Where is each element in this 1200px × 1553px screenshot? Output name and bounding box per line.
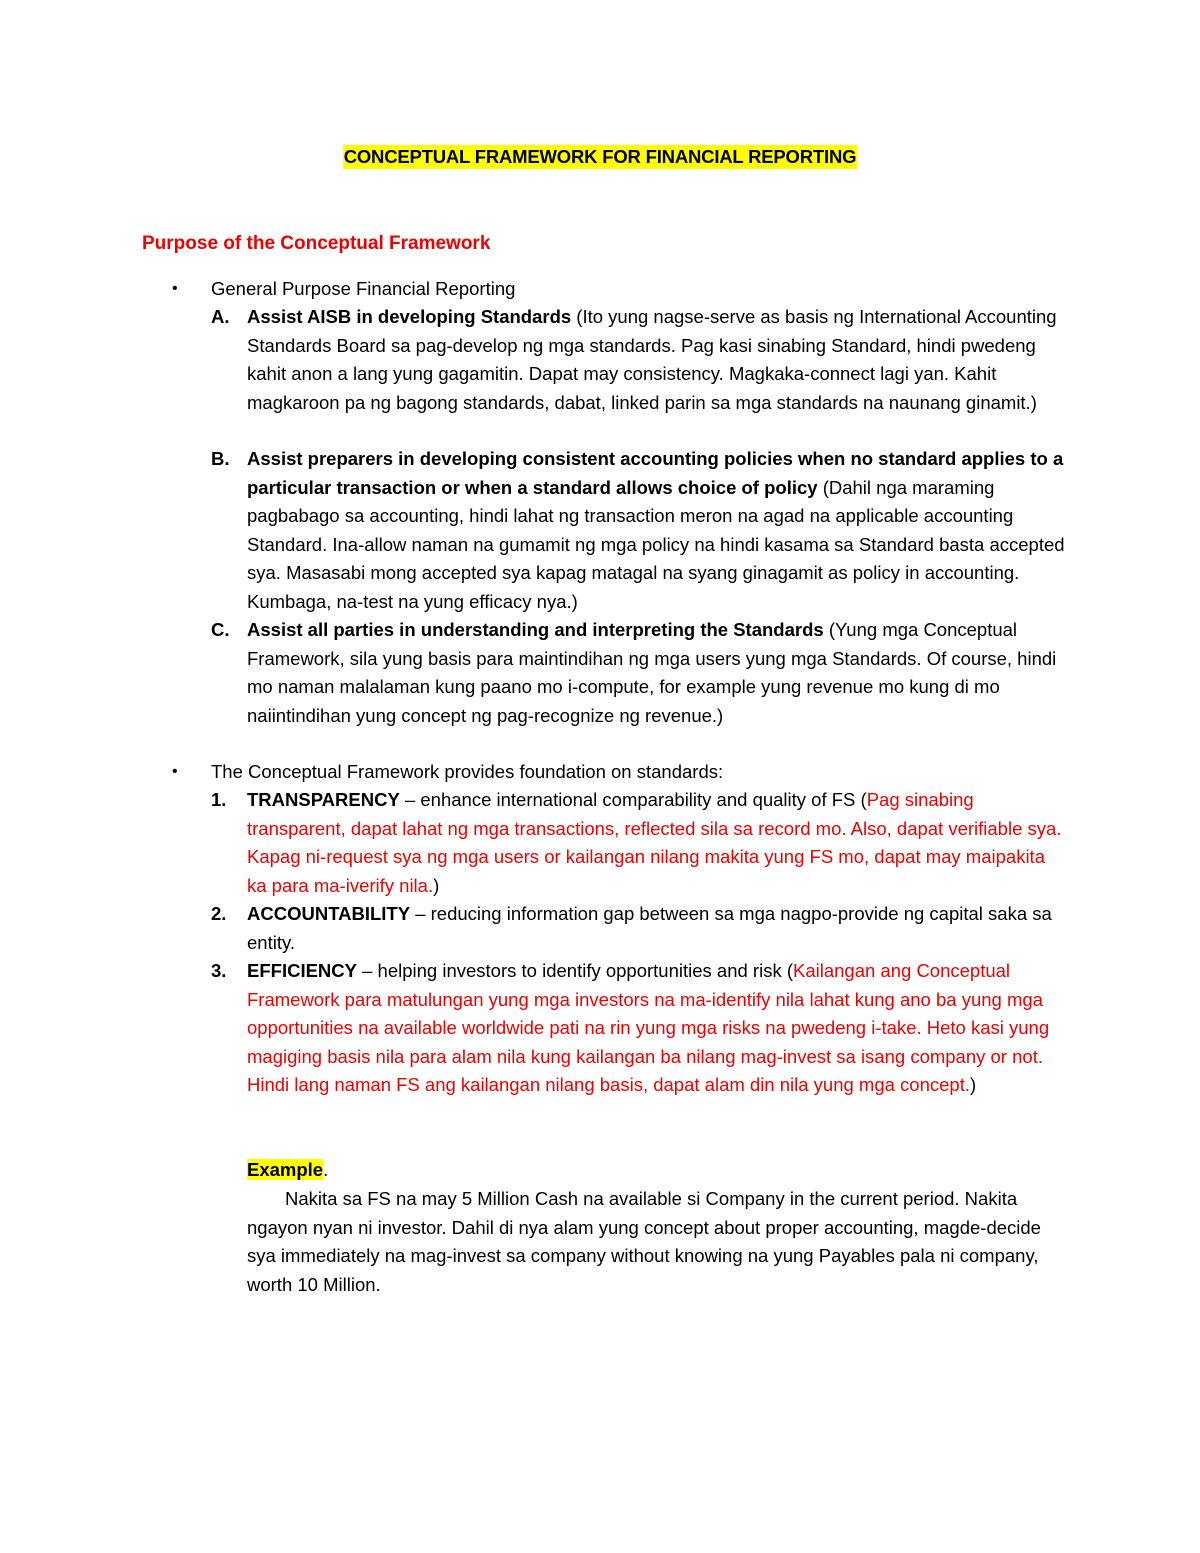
list-item-text: – enhance international comparability and quality of FS ( — [399, 789, 867, 810]
list-item-close: ) — [433, 874, 440, 896]
document-title: CONCEPTUAL FRAMEWORK FOR FINANCIAL REPORTING — [343, 146, 857, 167]
list-marker: B. — [211, 448, 230, 469]
list-marker: 1. — [211, 789, 227, 810]
bullet-label-foundation: The Conceptual Framework provides foundation on standards: — [211, 761, 724, 782]
bullet-icon: • — [172, 763, 178, 780]
list-item-text: (Ito yung nagse-serve as basis ng International Accounting Standards Board sa pag-develop ng mga standards. Pag kasi sinabing Standard, hindi pwedeng kahit anon a lang yung gagamitin. Dapat may consistency. Magkaka-connect lagi yan. Kahit magkaroon pa ng bagong standards, dabat, linked parin sa mga standards na naunang ginamit.) — [247, 306, 1057, 413]
list-marker: C. — [211, 619, 230, 640]
list-marker: 2. — [211, 903, 227, 924]
list-item-body — [247, 786, 1067, 900]
list-item-body — [247, 957, 1067, 1100]
list-item-text: – reducing information gap between sa mga nagpo-provide ng capital saka sa entity. — [247, 903, 1052, 953]
list-item-bold-text: Assist AISB in developing Standards — [247, 306, 572, 327]
bullet-label-general-purpose: General Purpose Financial Reporting — [211, 278, 516, 299]
list-item-bold-text: ACCOUNTABILITY — [247, 903, 411, 924]
list-item-bold-text: EFFICIENCY — [247, 960, 357, 981]
list-item-body — [247, 445, 1067, 616]
list-item-red-text: Pag sinabing transparent, dapat lahat ng mga transactions, reflected sila sa record mo. Also, dapat verifiable sya. Kapag ni-request sya ng mga users or kailangan nilang makita yung FS mo, dapat may maipakita ka para ma-iverify nila. — [247, 789, 1062, 896]
list-item-close: ) — [970, 1074, 977, 1095]
list-item-bold-text: Assist preparers in developing consistent accounting policies when no standard applies to a particular transaction or when a standard allows choice of policy — [247, 448, 1064, 498]
list-item-red-text: Kailangan ang Conceptual Framework para matulungan yung mga investors na ma-identify nila lahat kung ano ba yung mga opportunities na available worldwide pati na rin yung mga risks na pwedeng i-take. Heto kasi yung magiging basis nila para alam nila kung kailangan ba nilang mag-invest sa isang company or not. Hindi lang naman FS ang kailangan nilang basis, dapat alam din nila yung mga concept. — [247, 960, 1050, 1095]
list-item-bold-text: TRANSPARENCY — [247, 789, 400, 810]
list-item-text: (Yung mga Conceptual Framework, sila yung basis para maintindihan ng mga users yung mga Standards. Of course, hindi mo naman malalaman kung paano mo i-compute, for example yung revenue mo kung di mo naiintindihan yung concept ng pag-recognize ng revenue.) — [247, 619, 1057, 726]
title-wrapper — [0, 145, 1200, 169]
bullet-icon: • — [172, 280, 178, 297]
list-item-body — [247, 303, 1067, 417]
list-marker: 3. — [211, 960, 227, 981]
list-item-text: (Dahil nga maraming pagbabago sa accounting, hindi lahat ng transaction meron na agad na applicable accounting Standard. Ina-allow naman na gumamit ng mga policy na hindi kasama sa Standard basta accepted sya. Masasabi mong accepted sya kapag matagal na syang ginagamit as policy in accounting. Kumbaga, na-test na yung efficacy nya.) — [247, 476, 1065, 612]
list-item-text: – helping investors to identify opportunities and risk ( — [356, 960, 793, 981]
list-item-body — [247, 616, 1067, 730]
list-item-bold-text: Assist all parties in understanding and interpreting the Standards — [247, 619, 824, 640]
example-heading — [247, 1156, 328, 1185]
section-heading: Purpose of the Conceptual Framework — [142, 233, 491, 254]
example-paragraph: Nakita sa FS na may 5 Million Cash na available si Company in the current period. Nakita ngayon nyan ni investor. Dahil di nya alam yung concept about proper accounting, magde-decide sya immediately na mag-invest sa company without knowing na yung Payables pala ni company, worth 10 Million. — [247, 1188, 1041, 1295]
list-marker: A. — [211, 306, 230, 327]
example-suffix: . — [323, 1159, 329, 1180]
list-item-body — [247, 900, 1067, 957]
example-label: Example — [247, 1159, 324, 1180]
